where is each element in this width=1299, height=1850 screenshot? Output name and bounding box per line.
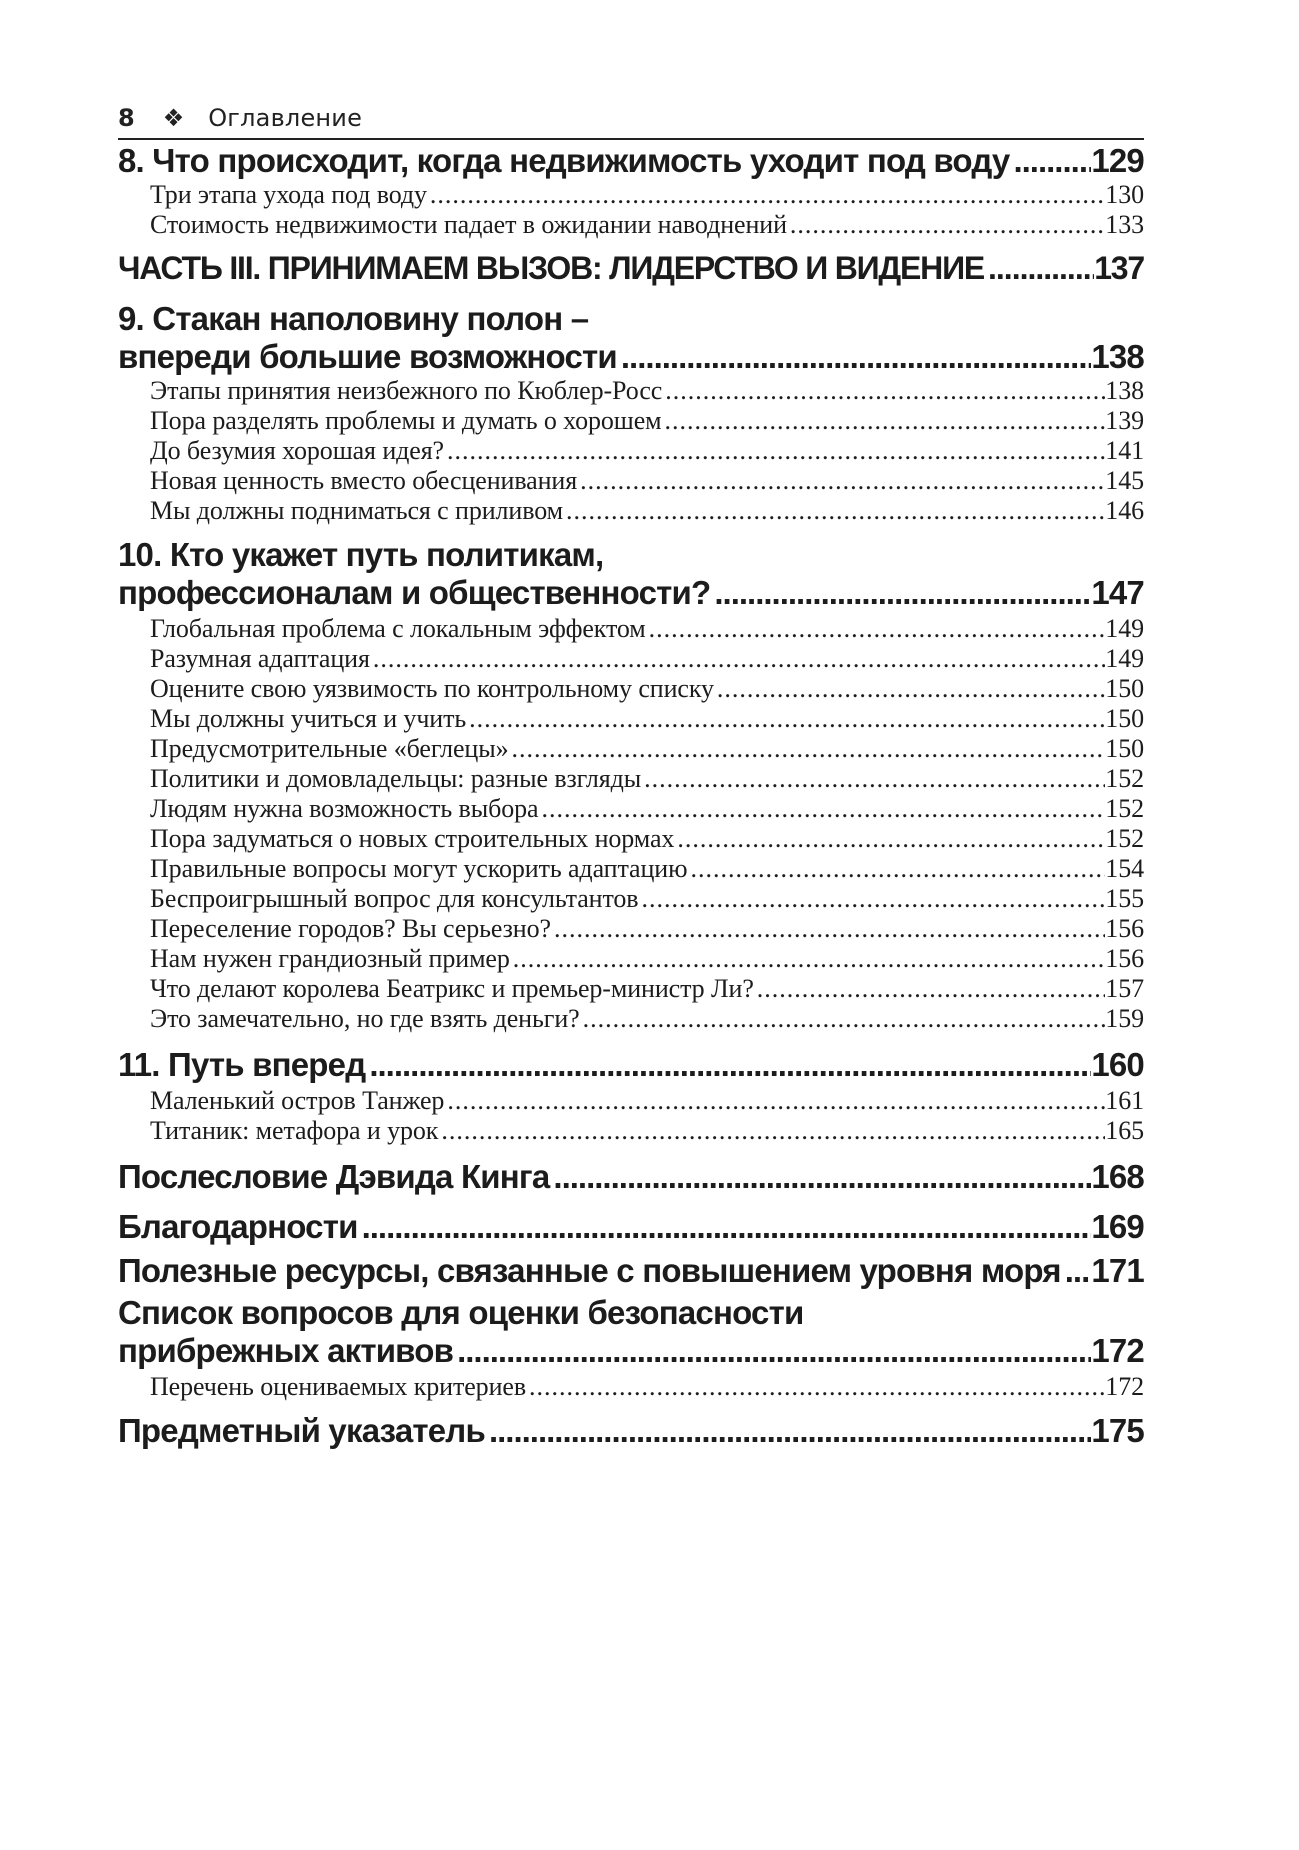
toc-entry-section[interactable]: [150, 614, 1144, 644]
toc-entry-chapter-8[interactable]: [118, 142, 1144, 180]
entry-title: Титаник: метафора и урок: [150, 1116, 439, 1145]
toc-entry-section[interactable]: [150, 824, 1144, 854]
entry-page: 150: [1105, 704, 1144, 733]
entry-page: 154: [1105, 854, 1144, 883]
entry-page: 152: [1105, 794, 1144, 823]
toc-entry-section[interactable]: [150, 884, 1144, 914]
entry-title: Маленький остров Танжер: [150, 1086, 445, 1115]
dot-leader: [466, 704, 1105, 734]
dot-leader: [754, 974, 1106, 1004]
running-title: Оглавление: [208, 104, 363, 132]
dot-leader: [526, 1372, 1105, 1402]
dot-leader: [444, 436, 1105, 466]
toc-entry-section[interactable]: [150, 180, 1144, 210]
entry-title: Это замечательно, но где взять деньги?: [150, 1004, 580, 1033]
dot-leader: [580, 1004, 1106, 1034]
toc-entry-chapter-9[interactable]: [118, 338, 1144, 376]
entry-title: Политики и домовладельцы: разные взгляды: [150, 764, 642, 793]
entry-page: 138: [1091, 338, 1144, 375]
entry-page: 139: [1105, 406, 1144, 435]
entry-title: Что делают королева Беатрикс и премьер-министр Ли?: [150, 974, 754, 1003]
entry-title: Нам нужен грандиозный пример: [150, 944, 510, 973]
entry-page: 138: [1105, 376, 1144, 405]
entry-title: Правильные вопросы могут ускорить адаптацию: [150, 854, 688, 883]
entry-title: Беспроигрышный вопрос для консультантов: [150, 884, 639, 913]
toc-entry-chapter-10-line1[interactable]: 10. Кто укажет путь политикам,: [118, 536, 604, 573]
entry-page: 169: [1091, 1208, 1144, 1245]
toc-entry-section[interactable]: [150, 466, 1144, 496]
entry-title: Три этапа ухода под воду: [150, 180, 427, 209]
toc-entry-acknowledgements[interactable]: [118, 1208, 1144, 1246]
dot-leader: [549, 1158, 1091, 1196]
entry-page: 149: [1105, 614, 1144, 643]
entry-page: 133: [1105, 210, 1144, 239]
entry-page: 172: [1091, 1332, 1144, 1369]
entry-page: 175: [1091, 1412, 1144, 1449]
dot-leader: [551, 914, 1105, 944]
entry-page: 172: [1105, 1372, 1144, 1401]
dot-leader: [638, 884, 1105, 914]
dot-leader: [444, 1086, 1105, 1116]
toc-entry-section[interactable]: [150, 944, 1144, 974]
entry-title: Послесловие Дэвида Кинга: [118, 1158, 550, 1195]
ornament-icon: ❖: [162, 104, 185, 132]
entry-page: 161: [1105, 1086, 1144, 1115]
dot-leader: [714, 674, 1105, 704]
dot-leader: [646, 614, 1106, 644]
entry-page: 137: [1094, 250, 1144, 286]
dot-leader: [563, 496, 1105, 526]
entry-page: 156: [1105, 944, 1144, 973]
entry-title: Пора разделять проблемы и думать о хорошем: [150, 406, 662, 435]
dot-leader: [510, 944, 1106, 974]
entry-title: профессионалам и общественности?: [118, 574, 711, 611]
dot-leader: [1061, 1252, 1092, 1290]
toc-entry-section[interactable]: [150, 644, 1144, 674]
dot-leader: [687, 854, 1105, 884]
entry-title: ЧАСТЬ III. ПРИНИМАЕМ ВЫЗОВ: ЛИДЕРСТВО И ВИДЕНИЕ: [118, 250, 985, 286]
entry-title: Людям нужна возможность выбора: [150, 794, 539, 823]
dot-leader: [485, 1412, 1091, 1450]
dot-leader: [662, 406, 1106, 436]
toc-entry-part-3[interactable]: [118, 250, 1144, 287]
entry-title: Мы должны учиться и учить: [150, 704, 467, 733]
toc-entry-section[interactable]: [150, 794, 1144, 824]
dot-leader: [674, 824, 1105, 854]
toc-entry-section[interactable]: [150, 1116, 1144, 1146]
entry-page: 146: [1105, 496, 1144, 525]
toc-entry-resources[interactable]: [118, 1252, 1144, 1290]
dot-leader: [617, 338, 1091, 376]
entry-title: До безумия хорошая идея?: [150, 436, 444, 465]
toc-entry-section[interactable]: [150, 406, 1144, 436]
toc-entry-section[interactable]: [150, 704, 1144, 734]
entry-page: 147: [1091, 574, 1144, 611]
entry-page: 145: [1105, 466, 1144, 495]
entry-title: Переселение городов? Вы серьезно?: [150, 914, 551, 943]
entry-page: 156: [1105, 914, 1144, 943]
running-header: [118, 98, 1144, 140]
entry-page: 155: [1105, 884, 1144, 913]
entry-title: Мы должны подниматься с приливом: [150, 496, 563, 525]
toc-entry-section[interactable]: [150, 1004, 1144, 1034]
toc-entry-index[interactable]: [118, 1412, 1144, 1450]
toc-entry-section[interactable]: [150, 1372, 1144, 1402]
entry-title: Новая ценность вместо обесценивания: [150, 466, 578, 495]
entry-title: Предусмотрительные «беглецы»: [150, 734, 509, 763]
dot-leader: [438, 1116, 1105, 1146]
toc-entry-section[interactable]: [150, 914, 1144, 944]
entry-title: Разумная адаптация: [150, 644, 370, 673]
entry-title: впереди большие возможности: [118, 338, 617, 375]
entry-title: Перечень оцениваемых критериев: [150, 1372, 526, 1401]
entry-page: 150: [1105, 734, 1144, 763]
dot-leader: [508, 734, 1105, 764]
entry-page: 159: [1105, 1004, 1144, 1033]
entry-title: Этапы принятия неизбежного по Кюблер-Росс: [150, 376, 663, 405]
dot-leader: [370, 644, 1105, 674]
entry-page: 160: [1091, 1046, 1144, 1083]
dot-leader: [641, 764, 1105, 794]
entry-title: Стоимость недвижимости падает в ожидании наводнений: [150, 210, 787, 239]
entry-page: 171: [1091, 1252, 1144, 1289]
toc-entry-checklist-line1[interactable]: Список вопросов для оценки безопасности: [118, 1294, 804, 1331]
entry-page: 129: [1091, 142, 1144, 179]
entry-page: 130: [1105, 180, 1144, 209]
toc-entry-section[interactable]: [150, 376, 1144, 406]
toc-entry-section[interactable]: [150, 734, 1144, 764]
entry-title: Предметный указатель: [118, 1412, 485, 1449]
toc-entry-afterword[interactable]: [118, 1158, 1144, 1196]
entry-page: 152: [1105, 824, 1144, 853]
toc-entry-section[interactable]: [150, 764, 1144, 794]
entry-page: 168: [1091, 1158, 1144, 1195]
dot-leader: [453, 1332, 1091, 1370]
entry-title: Глобальная проблема с локальным эффектом: [150, 614, 646, 643]
dot-leader: [1009, 142, 1091, 180]
toc-entry-section[interactable]: [150, 674, 1144, 704]
entry-title: Пора задуматься о новых строительных нормах: [150, 824, 675, 853]
entry-title: 11. Путь вперед: [118, 1046, 366, 1083]
dot-leader: [984, 250, 1094, 287]
entry-page: 150: [1105, 674, 1144, 703]
toc-entry-checklist[interactable]: [118, 1332, 1144, 1370]
entry-title: Полезные ресурсы, связанные с повышением уровня моря: [118, 1252, 1061, 1289]
entry-page: 157: [1105, 974, 1144, 1003]
entry-page: 141: [1105, 436, 1144, 465]
entry-page: 152: [1105, 764, 1144, 793]
dot-leader: [662, 376, 1105, 406]
toc-entry-section[interactable]: [150, 854, 1144, 884]
toc-entry-section[interactable]: [150, 974, 1144, 1004]
toc-entry-section[interactable]: [150, 1086, 1144, 1116]
page-number: 8: [118, 104, 135, 132]
entry-title: прибрежных активов: [118, 1332, 454, 1369]
toc-entry-chapter-11[interactable]: [118, 1046, 1144, 1084]
dot-leader: [365, 1046, 1091, 1084]
entry-page: 165: [1105, 1116, 1144, 1145]
dot-leader: [710, 574, 1091, 612]
toc-entry-chapter-10[interactable]: [118, 574, 1144, 612]
entry-page: 149: [1105, 644, 1144, 673]
entry-title: 8. Что происходит, когда недвижимость уходит под воду: [118, 142, 1010, 179]
toc-entry-section[interactable]: [150, 436, 1144, 466]
toc-entry-section[interactable]: [150, 210, 1144, 240]
toc-entry-section[interactable]: [150, 496, 1144, 526]
dot-leader: [538, 794, 1105, 824]
dot-leader: [577, 466, 1105, 496]
entry-title: Оцените свою уязвимость по контрольному списку: [150, 674, 714, 703]
toc-entry-chapter-9-line1[interactable]: 9. Стакан наполовину полон –: [118, 300, 589, 337]
dot-leader: [427, 180, 1105, 210]
entry-title: Благодарности: [118, 1208, 358, 1245]
dot-leader: [358, 1208, 1092, 1246]
dot-leader: [787, 210, 1105, 240]
